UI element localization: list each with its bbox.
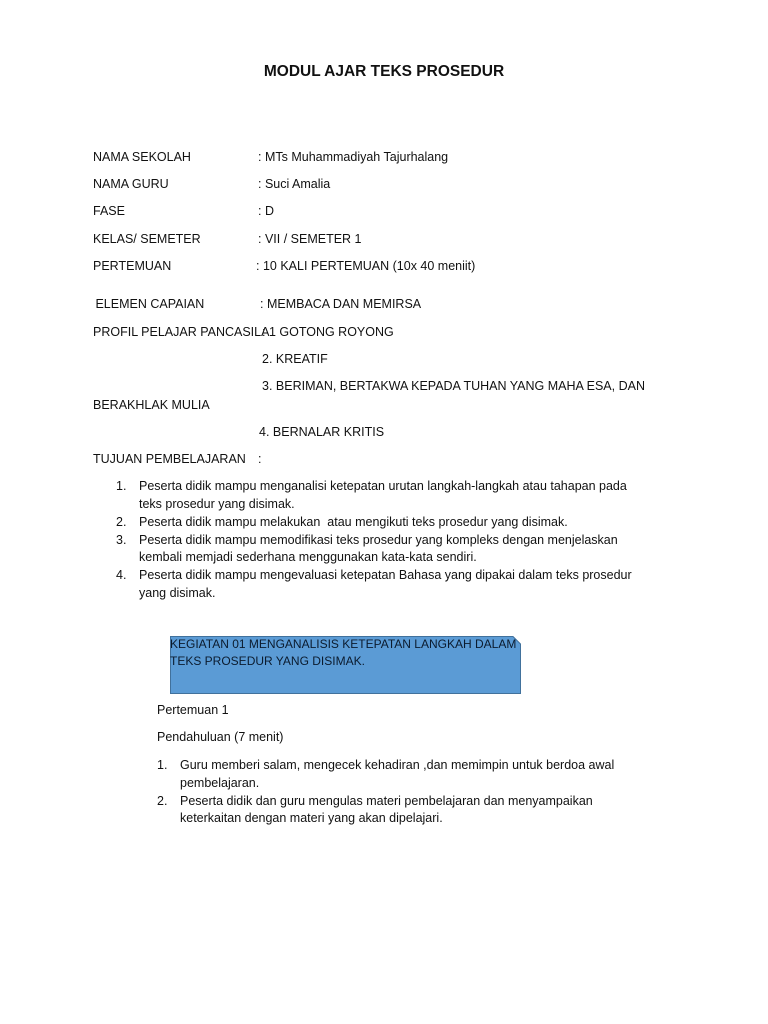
objectives-list	[116, 478, 669, 603]
phase-label: FASE	[93, 204, 125, 218]
list-number: 2.	[157, 793, 168, 808]
list-item-line: pembelajaran.	[180, 775, 260, 790]
list-item	[116, 567, 669, 602]
list-item-line: Peserta didik mampu melakukan atau mengikuti teks prosedur yang disimak.	[139, 514, 568, 529]
list-item	[116, 478, 669, 513]
phase-value: : D	[258, 204, 274, 218]
list-number: 1.	[157, 758, 168, 772]
document-title: MODUL AJAR TEKS PROSEDUR	[263, 63, 505, 80]
list-item	[157, 757, 650, 792]
list-item-line: yang disimak.	[139, 585, 216, 600]
profile-label: PROFIL PELAJAR PANCASILA	[93, 325, 270, 339]
meeting-label: PERTEMUAN	[93, 259, 172, 273]
list-item	[116, 514, 669, 532]
list-item-line: Peserta didik mampu memodifikasi teks prosedur yang kompleks dengan menjelaskan	[139, 532, 618, 547]
meeting-heading: Pertemuan 1	[157, 703, 229, 717]
profile-item-3-continued: BERAKHLAK MULIA	[93, 398, 210, 412]
list-item-line: Peserta didik mampu mengevaluasi ketepatan Bahasa yang dipakai dalam teks prosedur	[139, 568, 632, 582]
objectives-colon: :	[258, 452, 262, 466]
list-item-line: Guru memberi salam, mengecek kehadiran ,dan memimpin untuk berdoa awal	[180, 758, 615, 772]
class-semester-value: : VII / SEMETER 1	[258, 232, 362, 246]
list-item-line: Peserta didik mampu menganalisi ketepatan urutan langkah-langkah atau tahapan pada	[139, 479, 627, 493]
activity-title	[170, 636, 525, 670]
list-number: 2.	[116, 514, 127, 529]
introduction-list	[157, 757, 650, 828]
list-number: 1.	[116, 479, 127, 493]
teacher-name-label: NAMA GURU	[93, 177, 169, 191]
school-name-label: NAMA SEKOLAH	[93, 150, 191, 164]
list-number: 3.	[116, 532, 127, 547]
introduction-heading: Pendahuluan (7 menit)	[157, 730, 284, 744]
profile-item-2: 2. KREATIF	[262, 352, 328, 366]
class-semester-label: KELAS/ SEMETER	[93, 232, 201, 246]
element-value: : MEMBACA DAN MEMIRSA	[260, 297, 422, 311]
activity-title-line: KEGIATAN 01 MENGANALISIS KETEPATAN LANGKAH DALAM	[170, 637, 517, 651]
list-item-line: kembali memjadi sederhana menggunakan kata-kata sendiri.	[139, 550, 477, 564]
list-item-line: Peserta didik dan guru mengulas materi pembelajaran dan menyampaikan	[180, 793, 593, 808]
profile-item-3: 3. BERIMAN, BERTAKWA KEPADA TUHAN YANG MAHA ESA, DAN	[262, 379, 645, 393]
list-item-line: keterkaitan dengan materi yang akan dipelajari.	[180, 811, 443, 825]
meeting-value: : 10 KALI PERTEMUAN (10x 40 meniit)	[256, 259, 476, 273]
activity-callout	[170, 636, 521, 694]
list-item	[157, 793, 650, 828]
list-item	[116, 532, 669, 567]
profile-item-1: : 1 GOTONG ROYONG	[262, 325, 394, 339]
element-label: ELEMEN CAPAIAN	[92, 297, 205, 311]
school-name-value: : MTs Muhammadiyah Tajurhalang	[258, 150, 449, 164]
objectives-label: TUJUAN PEMBELAJARAN	[93, 452, 246, 466]
teacher-name-value: : Suci Amalia	[258, 177, 331, 191]
activity-title-line: TEKS PROSEDUR YANG DISIMAK.	[170, 654, 365, 668]
profile-item-4: 4. BERNALAR KRITIS	[259, 425, 385, 439]
list-number: 4.	[116, 568, 127, 582]
list-item-line: teks prosedur yang disimak.	[139, 496, 295, 511]
